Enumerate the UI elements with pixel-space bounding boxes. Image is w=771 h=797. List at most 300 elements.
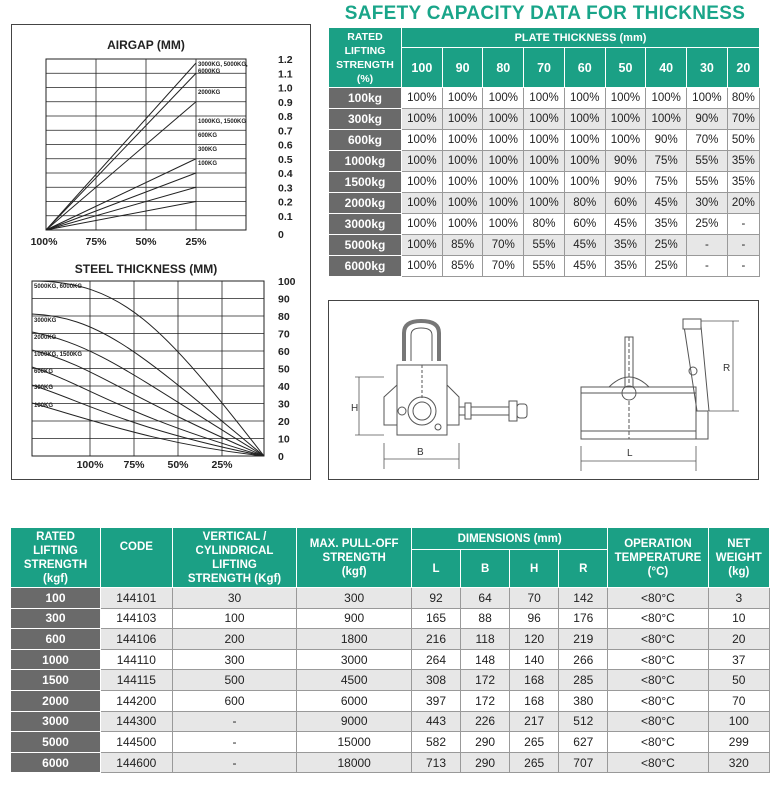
safety-cell: 90% [646,130,687,151]
specs-row-label: 600 [11,629,101,650]
specs-cell: <80°C [608,732,708,753]
specs-cell: 144600 [101,752,173,773]
safety-cell: 100% [524,88,565,109]
dimensions-header: DIMENSIONS (mm) [411,528,607,550]
specs-cell: 96 [510,608,559,629]
technical-drawing-panel [328,300,759,480]
specs-table-row [11,649,770,670]
specs-cell: 18000 [297,752,412,773]
specs-cell: 140 [510,649,559,670]
specs-cell: 148 [461,649,510,670]
airgap-series-line [46,102,196,230]
thickness-column-header: 90 [442,48,483,88]
specs-row-label: 5000 [11,732,101,753]
safety-cell: 100% [524,130,565,151]
safety-cell: - [727,256,759,277]
header-line: CYLINDRICAL [195,544,274,557]
specs-cell: <80°C [608,690,708,711]
safety-cell: 100% [442,109,483,130]
dim-h-header: H [510,550,559,588]
safety-cell: 80% [524,214,565,235]
safety-table-row [329,172,760,193]
safety-table-row [329,193,760,214]
specs-cell: 100 [708,711,769,732]
specs-cell: 300 [297,588,412,609]
front-view-drawing [384,321,527,435]
specs-cell: 50 [708,670,769,691]
airgap-x-tick: 75% [85,236,107,248]
safety-table-row [329,214,760,235]
specs-table-row [11,690,770,711]
specs-table-row [11,670,770,691]
airgap-x-tick: 25% [185,236,207,248]
charts-panel [11,24,311,480]
safety-cell: 45% [564,235,605,256]
specs-cell: <80°C [608,711,708,732]
safety-cell: - [687,256,728,277]
safety-cell: 100% [402,172,443,193]
corner-line: LIFTING [344,44,386,57]
safety-cell: 100% [402,256,443,277]
airgap-series-label: 2000KG [198,90,221,96]
specs-cell: 627 [559,732,608,753]
header-line: LIFTING [33,544,78,557]
header-line: (kg) [728,565,750,578]
specs-cell: 30 [172,588,297,609]
thickness-column-header: 50 [605,48,646,88]
safety-row-label: 6000kg [329,256,402,277]
airgap-series-line [46,187,196,230]
dim-b-header: B [461,550,510,588]
safety-cell: 100% [442,130,483,151]
airgap-x-tick: 50% [135,236,157,248]
specs-cell: 264 [411,649,460,670]
safety-row-label: 300kg [329,109,402,130]
safety-row-label: 1000kg [329,151,402,172]
safety-cell: 55% [524,256,565,277]
safety-cell: 100% [524,151,565,172]
safety-row-label: 2000kg [329,193,402,214]
specs-cell: 290 [461,752,510,773]
specs-cell: <80°C [608,588,708,609]
airgap-series-label: 600KG [198,133,218,139]
safety-row-label: 1500kg [329,172,402,193]
specs-cell: 4500 [297,670,412,691]
specs-cell: <80°C [608,608,708,629]
safety-cell: 100% [564,130,605,151]
airgap-y-tick: 0 [278,229,284,241]
dimension-label-b: B [417,447,424,458]
header-line: WEIGHT [715,551,762,564]
specs-cell: 144200 [101,690,173,711]
safety-table-row [329,256,760,277]
safety-cell: 45% [564,256,605,277]
airgap-x-tick: 100% [30,236,58,248]
specs-row-label: 6000 [11,752,101,773]
airgap-y-tick: 0.3 [278,182,293,195]
specs-cell: 216 [411,629,460,650]
safety-cell: 100% [442,88,483,109]
safety-corner-header [329,28,402,88]
safety-cell: 100% [564,88,605,109]
header-line: (°C) [647,565,669,578]
specs-cell: 20 [708,629,769,650]
safety-cell: 100% [605,130,646,151]
specs-cell: 142 [559,588,608,609]
safety-cell: 100% [524,193,565,214]
steel-series-label: 300KG [34,385,54,391]
safety-cell: 60% [564,214,605,235]
airgap-y-tick: 1.2 [278,54,293,66]
specs-cell: 3 [708,588,769,609]
safety-cell: 90% [605,151,646,172]
specs-cell: <80°C [608,752,708,773]
specs-row-label: 100 [11,588,101,609]
safety-cell: 100% [442,193,483,214]
specs-cell: 266 [559,649,608,670]
steel-series-label: 100KG [34,403,54,409]
specs-table-row [11,732,770,753]
steel-y-tick: 80 [278,311,290,323]
safety-cell: 100% [564,172,605,193]
specs-cell: 172 [461,670,510,691]
safety-cell: 35% [727,172,759,193]
specs-cell: 6000 [297,690,412,711]
specs-cell: 92 [411,588,460,609]
safety-cell: 85% [442,256,483,277]
rated-strength-header [11,528,101,588]
header-line: NET [727,537,751,550]
specs-cell: 176 [559,608,608,629]
airgap-series-line [46,63,196,230]
dim-l-header: L [411,550,460,588]
specs-cell: 582 [411,732,460,753]
safety-cell: 100% [483,88,524,109]
airgap-series-label: 100KG [198,161,218,167]
airgap-chart-title: AIRGAP (MM) [107,38,185,52]
pull-off-strength-header [297,528,412,588]
specs-table-row [11,711,770,732]
safety-cell: 35% [727,151,759,172]
airgap-y-tick: 0.2 [278,196,293,209]
steel-y-tick: 70 [278,328,290,341]
safety-cell: 75% [646,172,687,193]
safety-cell: 100% [442,214,483,235]
safety-cell: 70% [687,130,728,151]
specs-cell: <80°C [608,629,708,650]
specs-row-label: 1500 [11,670,101,691]
specs-cell: 64 [461,588,510,609]
specs-cell: 70 [708,690,769,711]
safety-table-row [329,235,760,256]
thickness-column-header: 40 [646,48,687,88]
safety-cell: 60% [605,193,646,214]
specs-cell: 144115 [101,670,173,691]
steel-series-label: 2000KG [34,335,57,341]
safety-cell: 100% [646,109,687,130]
specs-cell: 397 [411,690,460,711]
safety-cell: 100% [524,172,565,193]
steel-y-tick: 10 [278,433,290,446]
specs-table-row [11,588,770,609]
specs-cell: 144300 [101,711,173,732]
specs-cell: 88 [461,608,510,629]
airgap-series-label: 300KG [198,147,218,153]
airgap-y-tick: 0.5 [278,153,293,166]
specs-cell: 300 [172,649,297,670]
safety-cell: 100% [524,109,565,130]
airgap-y-tick: 1.0 [278,82,293,95]
safety-cell: 50% [727,130,759,151]
safety-row-label: 600kg [329,130,402,151]
steel-series-label: 1000KG, 1500KG [34,352,83,358]
airgap-y-tick: 0.8 [278,111,293,123]
header-line: VERTICAL / [202,530,267,543]
specs-cell: 168 [510,670,559,691]
specs-cell: 144500 [101,732,173,753]
safety-cell: 25% [646,256,687,277]
safety-table-row [329,88,760,109]
steel-series-curve [32,350,264,456]
airgap-series-line [46,159,196,230]
airgap-series-label: 6000KG [198,69,221,75]
airgap-series-label: 1000KG, 1500KG [198,119,247,125]
safety-cell: 20% [727,193,759,214]
safety-cell: 55% [687,172,728,193]
safety-cell: 100% [402,109,443,130]
safety-table-row [329,151,760,172]
airgap-y-tick: 0.7 [278,125,293,138]
net-weight-header [708,528,769,588]
specs-cell: 265 [510,752,559,773]
specs-cell: 285 [559,670,608,691]
safety-cell: 25% [646,235,687,256]
steel-y-tick: 40 [278,381,290,393]
specs-row-label: 3000 [11,711,101,732]
safety-cell: 100% [483,151,524,172]
specs-cell: 443 [411,711,460,732]
specs-cell: 217 [510,711,559,732]
operation-temperature-header [608,528,708,588]
specs-table-row [11,629,770,650]
safety-cell: - [727,235,759,256]
specs-cell: 265 [510,732,559,753]
safety-cell: 100% [483,130,524,151]
safety-cell: 100% [402,151,443,172]
steel-series-label: 3000KG [34,318,57,324]
safety-cell: 90% [605,172,646,193]
thickness-column-header: 30 [687,48,728,88]
safety-row-label: 5000kg [329,235,402,256]
specs-cell: 290 [461,732,510,753]
thickness-column-header: 80 [483,48,524,88]
safety-table-row [329,109,760,130]
safety-cell: 100% [646,88,687,109]
safety-table-body [329,88,760,277]
safety-cell: 100% [605,88,646,109]
specs-cell: 1800 [297,629,412,650]
specs-row-label: 2000 [11,690,101,711]
safety-capacity-table [328,27,760,277]
specs-cell: 9000 [297,711,412,732]
safety-cell: 45% [646,193,687,214]
specs-cell: 120 [510,629,559,650]
header-line: LIFTING [212,558,257,571]
specs-cell: 144110 [101,649,173,670]
specs-cell: 500 [172,670,297,691]
header-line: (kgf) [43,572,68,585]
thickness-column-header: 60 [564,48,605,88]
header-line: MAX. PULL-OFF [309,537,399,550]
safety-cell: 70% [727,109,759,130]
safety-cell: 100% [402,88,443,109]
steel-series-label: 600KG [34,369,54,375]
steel-series-curve [32,403,264,456]
steel-x-tick: 25% [211,459,233,471]
specs-cell: 165 [411,608,460,629]
specs-cell: 144101 [101,588,173,609]
safety-cell: 70% [483,235,524,256]
safety-cell: 30% [687,193,728,214]
specs-cell: 70 [510,588,559,609]
specs-table-row [11,608,770,629]
specs-cell: 512 [559,711,608,732]
thickness-column-header: 20 [727,48,759,88]
specs-cell: 380 [559,690,608,711]
specs-cell: - [172,711,297,732]
steel-y-tick: 30 [278,398,290,411]
specs-cell: 144106 [101,629,173,650]
airgap-series-line [46,73,196,230]
product-specs-table [10,527,770,773]
dimension-label-r: R [723,363,731,374]
specs-cell: 320 [708,752,769,773]
specs-row-label: 300 [11,608,101,629]
specs-cell: 308 [411,670,460,691]
charts-svg [12,25,312,481]
airgap-y-tick: 0.4 [278,168,293,180]
specs-cell: 3000 [297,649,412,670]
thickness-column-header: 70 [524,48,565,88]
safety-row-label: 3000kg [329,214,402,235]
safety-cell: 100% [442,151,483,172]
safety-cell: 100% [402,193,443,214]
safety-cell: 100% [687,88,728,109]
safety-cell: 100% [564,151,605,172]
airgap-y-tick: 1.1 [278,68,293,81]
steel-x-tick: 50% [167,459,189,471]
header-line: (kgf) [341,565,367,578]
dimension-label-h: H [351,403,359,414]
safety-cell: 70% [483,256,524,277]
corner-line: STRENGTH [336,58,394,71]
specs-cell: 707 [559,752,608,773]
safety-cell: 55% [524,235,565,256]
specs-table-body [11,588,770,773]
specs-cell: 144103 [101,608,173,629]
steel-y-tick: 60 [278,346,290,358]
specs-cell: 15000 [297,732,412,753]
steel-y-tick: 0 [278,451,284,463]
specs-cell: 299 [708,732,769,753]
specs-row-label: 1000 [11,649,101,670]
specs-cell: 172 [461,690,510,711]
safety-cell: - [687,235,728,256]
header-line: STRENGTH [23,558,88,571]
steel-y-tick: 100 [278,276,296,288]
airgap-y-tick: 0.1 [278,210,293,223]
header-line: RATED [36,530,75,543]
safety-cell: 55% [687,151,728,172]
safety-cell: 100% [402,214,443,235]
safety-cell: 25% [687,214,728,235]
vertical-strength-header [172,528,297,588]
steel-x-tick: 75% [123,459,145,471]
specs-table-row [11,752,770,773]
steel-x-tick: 100% [76,459,104,471]
corner-line: (%) [356,72,374,85]
dimension-label-l: L [627,448,633,459]
safety-title: SAFETY CAPACITY DATA FOR THICKNESS [344,3,746,24]
safety-cell: 75% [646,151,687,172]
safety-cell: 100% [483,193,524,214]
steel-y-tick: 20 [278,416,290,428]
safety-cell: 100% [402,130,443,151]
specs-cell: 118 [461,629,510,650]
safety-cell: 100% [483,109,524,130]
specs-cell: 10 [708,608,769,629]
specs-cell: 100 [172,608,297,629]
specs-cell: 37 [708,649,769,670]
specs-cell: 168 [510,690,559,711]
specs-cell: 219 [559,629,608,650]
safety-cell: 100% [483,214,524,235]
code-header: CODE [101,528,173,588]
specs-cell: <80°C [608,649,708,670]
specs-cell: 226 [461,711,510,732]
specs-cell: 600 [172,690,297,711]
specs-cell: 713 [411,752,460,773]
airgap-series-label: 3000KG, 5000KG, [198,62,248,68]
steel-y-tick: 50 [278,363,290,376]
airgap-y-tick: 0.9 [278,96,293,109]
airgap-y-tick: 0.6 [278,139,293,152]
steel-y-tick: 90 [278,293,290,306]
safety-cell: 80% [727,88,759,109]
header-line: OPERATION [624,537,692,550]
plate-thickness-header: PLATE THICKNESS (mm) [402,28,760,48]
safety-cell: 100% [605,109,646,130]
safety-cell: 35% [646,214,687,235]
safety-cell: 35% [605,235,646,256]
side-view-drawing [581,319,709,439]
steel-chart-title: STEEL THICKNESS (MM) [74,262,218,276]
safety-cell: 35% [605,256,646,277]
safety-cell: 100% [483,172,524,193]
thickness-column-header: 100 [402,48,443,88]
specs-cell: - [172,752,297,773]
safety-cell: 85% [442,235,483,256]
specs-cell: <80°C [608,670,708,691]
safety-cell: - [727,214,759,235]
safety-cell: 45% [605,214,646,235]
safety-cell: 80% [564,193,605,214]
safety-cell: 90% [687,109,728,130]
header-line: STRENGTH (Kgf) [187,572,282,585]
safety-cell: 100% [442,172,483,193]
safety-cell: 100% [402,235,443,256]
safety-row-label: 100kg [329,88,402,109]
